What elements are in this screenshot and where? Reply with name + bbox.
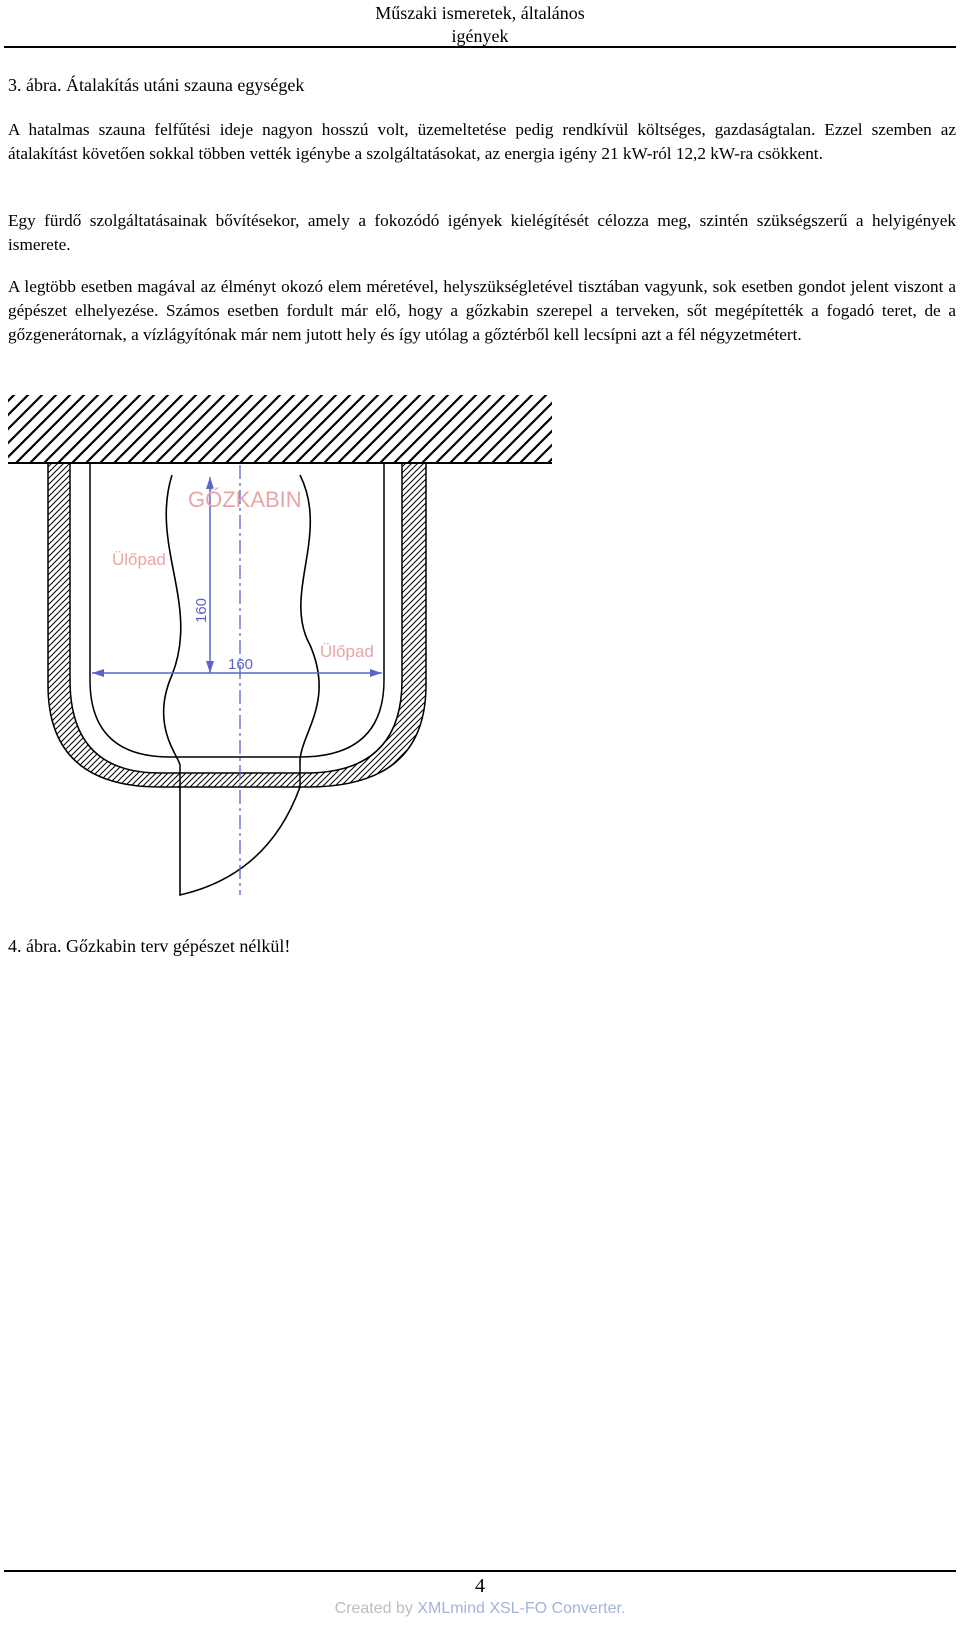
dimension-arrow-left	[92, 669, 104, 677]
top-wall	[8, 395, 552, 463]
header-title-line1: Műszaki ismeretek, általános	[375, 3, 585, 23]
paragraph-machinery: A legtöbb esetben magával az élményt okozó elem méretével, helyszükségletével tisztában vagyunk, sok esetben gondot jelent viszont a gépészet elhelyezése. Számos esetben fordult már elő, hogy a gőzkabin szerepel a terveken, sőt megépítették a fogadó teret, de a gőzgenerátornak, a vízlágyítónak már nem jutott hely és így utólag a gőztérből kell lecsípni azt a fél négyzetmétert.	[8, 277, 956, 344]
credit-suffix: .	[620, 1600, 626, 1617]
header-title	[340, 2, 620, 48]
paragraph-energy: A hatalmas szauna felfűtési ideje nagyon hosszú volt, üzemeltetése pedig rendkívül költséges, gazdaságtalan. Ezzel szemben az átalakítást követően sokkal többen vették igénybe a szolgáltatásokat, az energia igény 21 kW-ról 12,2 kW-ra csökkent.	[8, 120, 956, 163]
generator-credit	[0, 1600, 960, 1618]
page-header	[0, 0, 960, 50]
header-title-line2: igények	[451, 26, 509, 46]
figure-3-caption: 3. ábra. Átalakítás utáni szauna egységek	[8, 75, 305, 95]
page-number: 4	[475, 1575, 485, 1597]
label-dimension-vertical: 160	[193, 597, 210, 623]
label-bench-right: Ülőpad	[320, 642, 374, 661]
credit-prefix: Created by	[334, 1600, 418, 1617]
credit-link[interactable]: XMLmind XSL-FO Converter	[417, 1600, 621, 1617]
footer-divider	[4, 1570, 956, 1572]
bench-boundary-right	[300, 475, 319, 765]
label-dimension-horizontal: 160	[228, 656, 254, 673]
steam-cabin-plan-drawing	[0, 395, 560, 945]
bench-boundary-left	[164, 475, 181, 765]
figure-4-caption: 4. ábra. Gőzkabin terv gépészet nélkül!	[8, 936, 291, 956]
label-bench-left: Ülőpad	[112, 550, 166, 569]
header-divider	[4, 46, 956, 48]
steam-cabin-plan-figure	[0, 395, 560, 945]
dimension-arrow-bottom	[206, 661, 214, 673]
paragraph-space-needs: Egy fürdő szolgáltatásainak bővítésekor, amely a fokozódó igények kielégítését célozza meg, szintén szükségszerű a helyigények ismerete.	[8, 211, 956, 254]
label-steam-cabin: GŐZKABIN	[188, 487, 302, 512]
dimension-arrow-right	[370, 669, 382, 677]
